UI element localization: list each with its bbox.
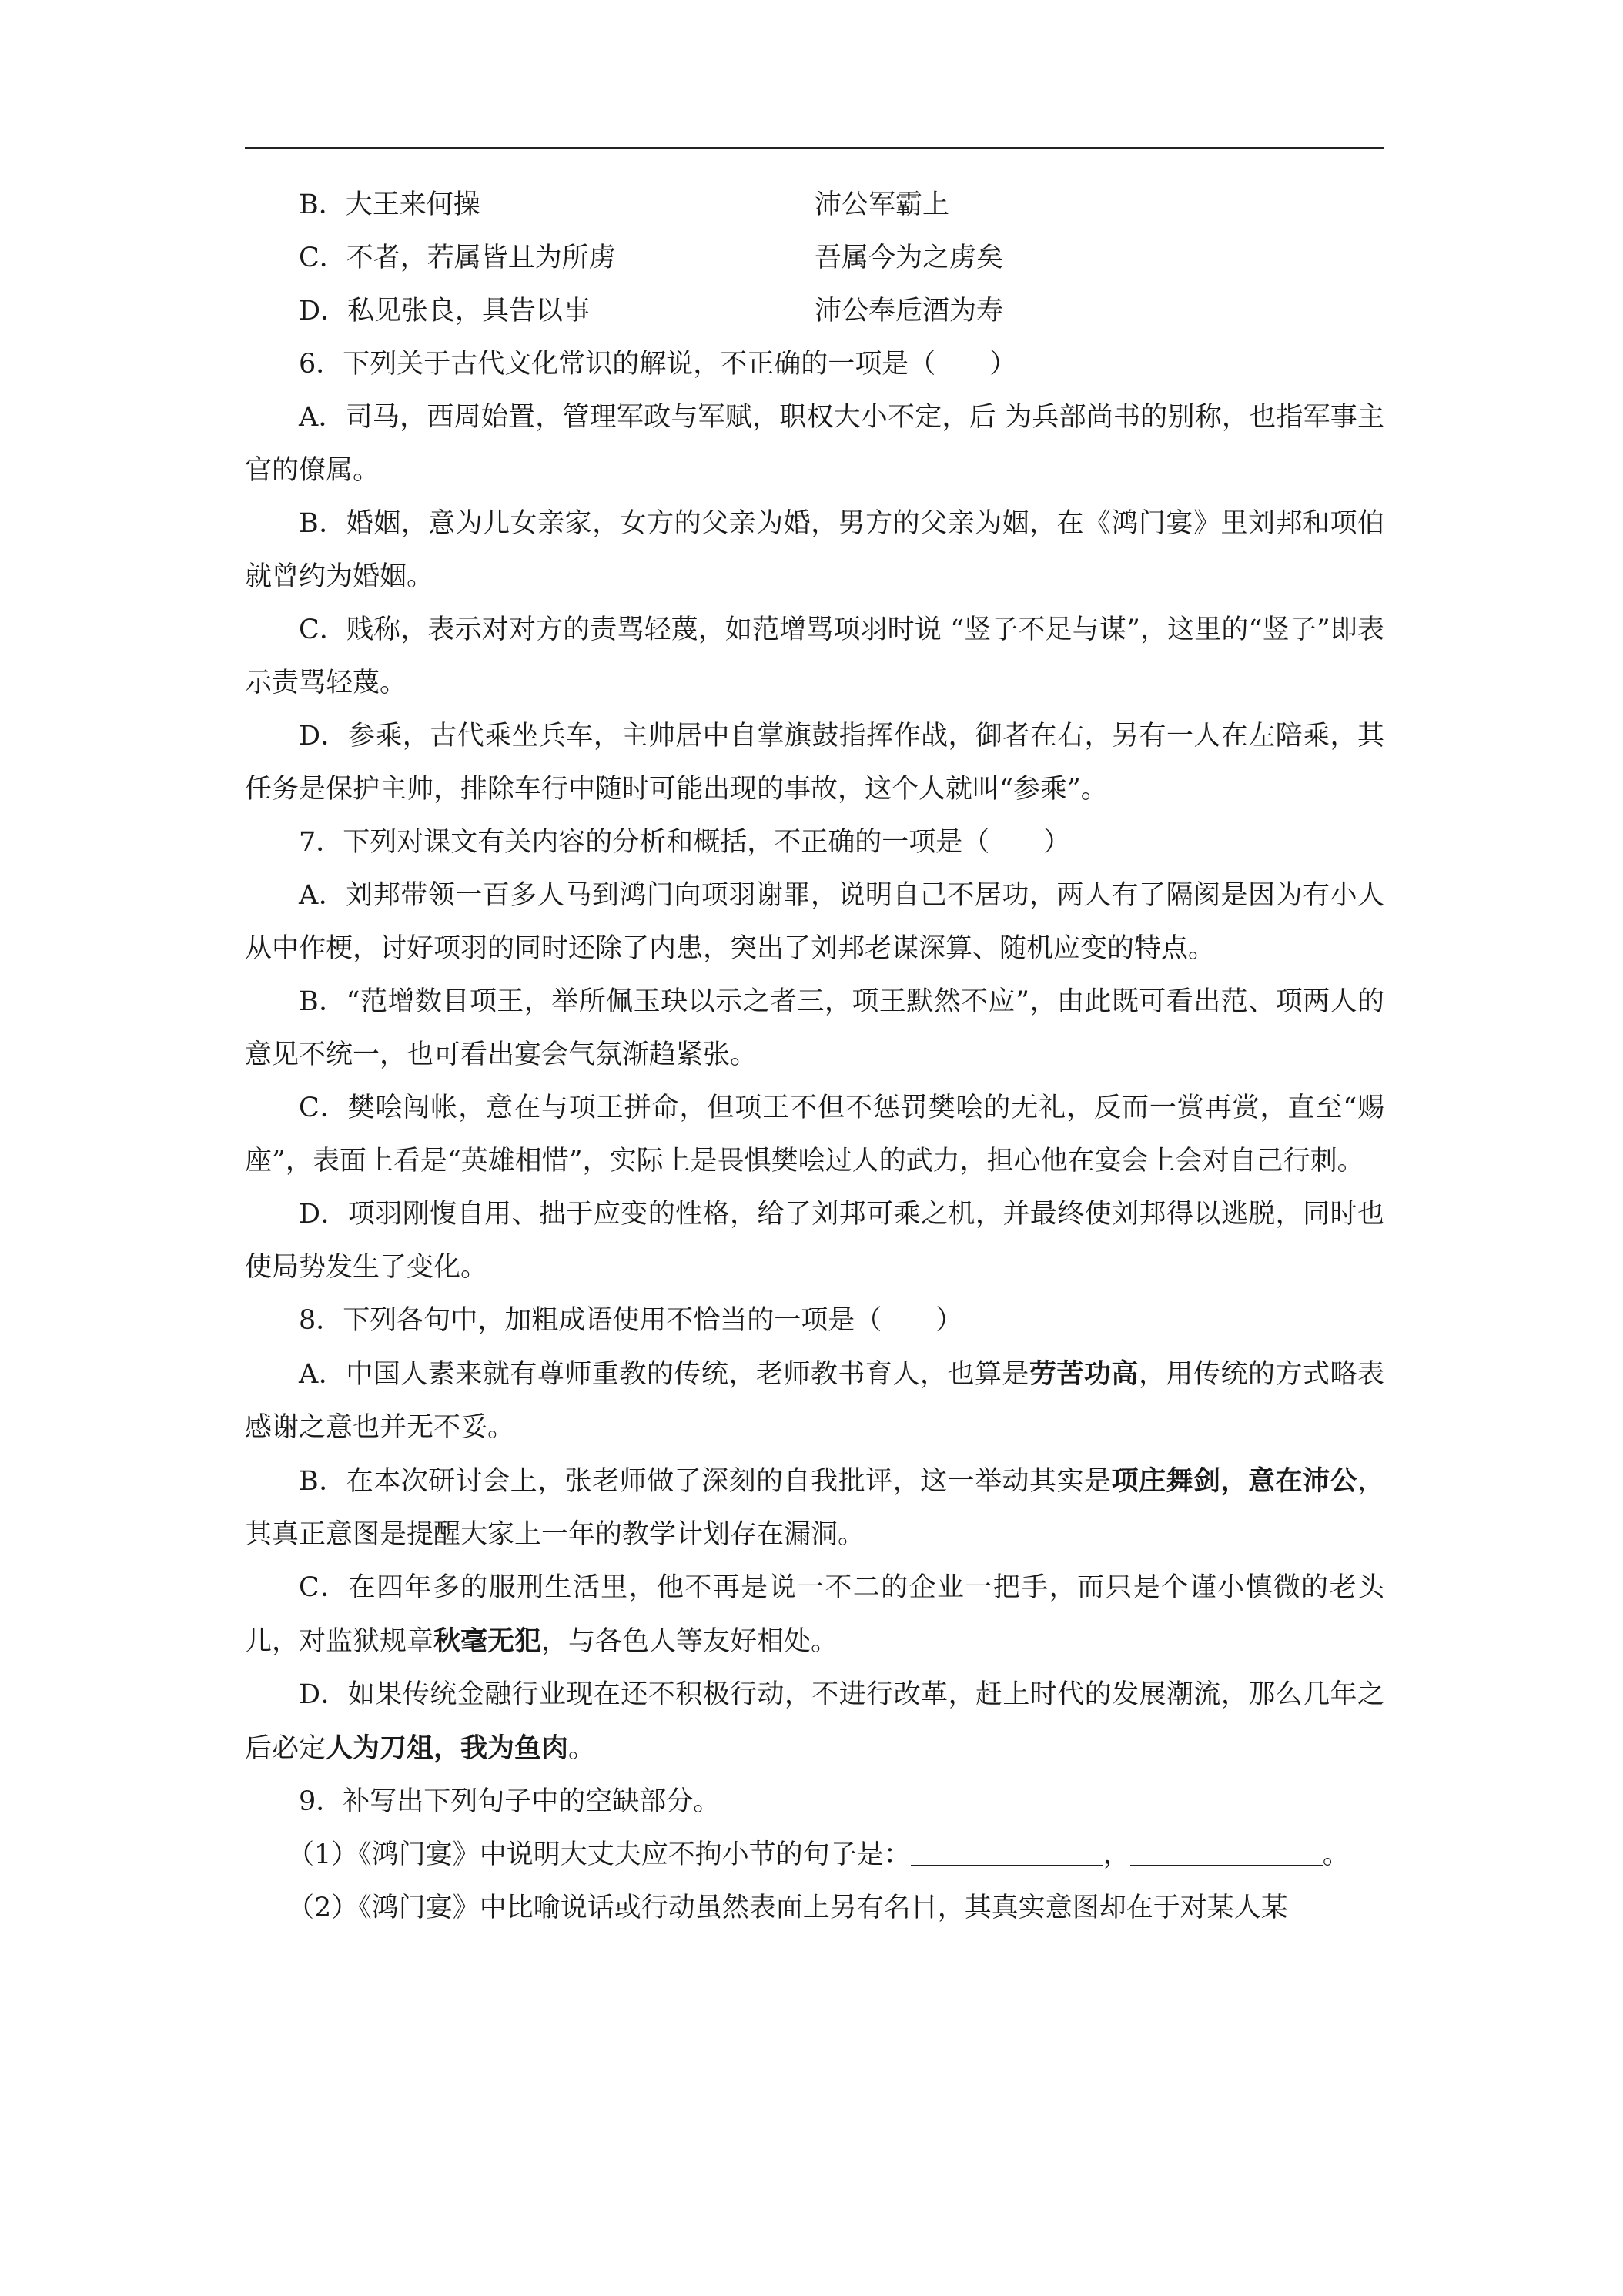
- document-page: [245, 179, 1384, 1935]
- q7-option-b: B．“范增数目项王，举所佩玉玦以示之者三，项王默然不应”，由此既可看出范、项两人的意见不统一，也可看出宴会气氛渐趋紧张。: [245, 986, 1384, 1070]
- q8-d-text: D．如果传统金融行业现在还不积极行动，不进行改革，赶上时代的发展潮流，那么几年之后必定: [245, 1679, 1384, 1764]
- q6-option-b: B．婚姻，意为儿女亲家，女方的父亲为婚，男方的父亲为姻，在《鸿门宴》里刘邦和项伯就曾约为婚姻。: [245, 508, 1384, 592]
- q6-stem: 6．下列关于古代文化常识的解说，不正确的一项是（ ）: [299, 349, 1017, 380]
- q5-option-row: [245, 179, 1384, 232]
- q5-option-d-right: 沛公奉卮酒为寿: [815, 296, 1004, 326]
- q9-item-1-end: 。: [1322, 1839, 1350, 1870]
- q9-item-1-separator: ，: [1103, 1839, 1130, 1870]
- q8-b-text: B．在本次研讨会上，张老师做了深刻的自我批评，这一举动其实是: [299, 1466, 1112, 1497]
- q8-option-c: [245, 1561, 1384, 1668]
- q8-option-a: [245, 1347, 1384, 1454]
- q5-option-b-right: 沛公军霸上: [815, 189, 950, 220]
- q8-c-bold-idiom: 秋毫无犯: [433, 1625, 542, 1657]
- q5-option-c-left: C．不者，若属皆且为所虏: [299, 243, 616, 273]
- q5-option-row: [245, 285, 1384, 338]
- q8-b-text-end: ，其真正意图是提醒大家上一年的教学计划存在漏洞。: [245, 1466, 1384, 1550]
- q8-a-text-end: ，用传统的方式略表感谢之意也并无不妥。: [245, 1359, 1384, 1443]
- q5-option-d-left: D．私见张良，具告以事: [299, 296, 591, 326]
- q9-item-1: [245, 1829, 1384, 1882]
- q8-b-bold-idiom: 项庄舞剑，意在沛公: [1111, 1465, 1357, 1497]
- q7-option-a: A．刘邦带领一百多人马到鸿门向项羽谢罪，说明自己不居功，两人有了隔阂是因为有小人从中作梗，讨好项羽的同时还除了内患，突出了刘邦老谋深算、随机应变的特点。: [245, 880, 1384, 964]
- q6-option-d: D．参乘，古代乘坐兵车，主帅居中自掌旗鼓指挥作战，御者在右，另有一人在左陪乘，其任务是保护主帅，排除车行中随时可能出现的事故，这个人就叫“参乘”。: [245, 721, 1384, 805]
- q8-c-text: C．在四年多的服刑生活里，他不再是说一不二的企业一把手，而只是个谨小慎微的老头儿，对监狱规章: [245, 1572, 1384, 1657]
- q8-option-d: [245, 1668, 1384, 1776]
- q9-item-2: （2）《鸿门宴》中比喻说话或行动虽然表面上另有名目，其真实意图却在于对某人某: [287, 1893, 1288, 1923]
- q5-option-b-left: B．大王来何操: [299, 189, 480, 220]
- q7-option-c: C．樊哙闯帐，意在与项王拼命，但项王不但不惩罚樊哙的无礼，反而一赏再赏，直至“赐座”，表面上看是“英雄相惜”，实际上是畏惧樊哙过人的武力，担心他在宴会上会对自己行刺。: [245, 1093, 1384, 1176]
- q8-c-text-end: ，与各色人等友好相处。: [541, 1626, 838, 1657]
- q9-blank-2[interactable]: [1130, 1842, 1323, 1866]
- q8-d-text-end: 。: [568, 1733, 596, 1764]
- header-rule: [245, 147, 1384, 149]
- q5-option-row: [245, 232, 1384, 285]
- q7-stem: 7．下列对课文有关内容的分析和概括，不正确的一项是（ ）: [299, 827, 1071, 858]
- q9-item-1-text: （1）《鸿门宴》中说明大丈夫应不拘小节的句子是：: [287, 1839, 911, 1870]
- q6-option-c: C．贱称，表示对对方的责骂轻蔑，如范增骂项羽时说 “竖子不足与谋”，这里的“竖子”即表示责骂轻蔑。: [245, 614, 1384, 698]
- q8-a-text: A．中国人素来就有尊师重教的传统，老师教书育人，也算是: [299, 1359, 1029, 1390]
- q9-blank-1[interactable]: [911, 1842, 1103, 1866]
- q7-option-d: D．项羽刚愎自用、拙于应变的性格，给了刘邦可乘之机，并最终使刘邦得以逃脱，同时也使局势发生了变化。: [245, 1199, 1384, 1283]
- q5-option-c-right: 吾属今为之虏矣: [815, 243, 1004, 273]
- q8-option-b: [245, 1454, 1384, 1561]
- q8-stem: 8．下列各句中，加粗成语使用不恰当的一项是（ ）: [299, 1305, 963, 1336]
- q9-stem: 9．补写出下列句子中的空缺部分。: [299, 1786, 721, 1817]
- q8-d-bold-idiom: 人为刀俎，我为鱼肉: [326, 1732, 569, 1764]
- q8-a-bold-idiom: 劳苦功高: [1029, 1358, 1139, 1390]
- q6-option-a: A．司马，西周始置，管理军政与军赋，职权大小不定，后 为兵部尚书的别称，也指军事主官的僚属。: [245, 402, 1384, 486]
